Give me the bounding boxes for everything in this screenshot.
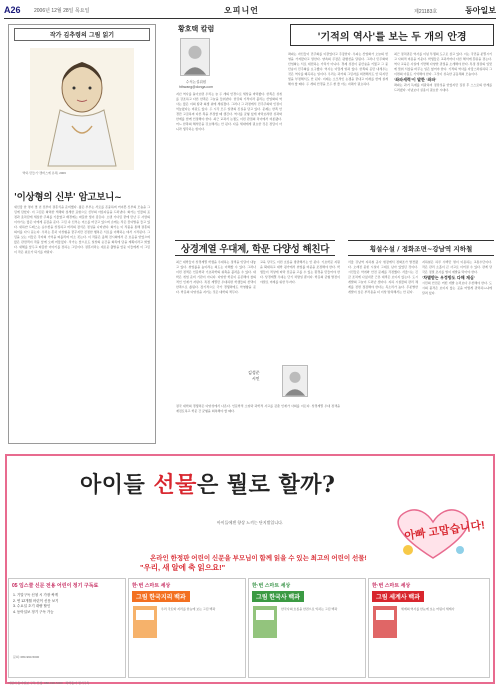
list-item: 2. 연 12개월 어린이 신문 보기 (13, 598, 59, 603)
contributor-role: 시인 (251, 376, 260, 381)
page-header (4, 3, 496, 19)
newspaper-logo: 동아일보 (465, 6, 496, 15)
ad-title-part2: 은 뭘로 할까? (196, 472, 336, 498)
column-text-far-right: 최근 정치권은 역사를 이념 투쟁의 도구로 삼고 있다. 이는 국민을 분열시키고 사회적 비용을 키운다. 학생들은 교과서마다 다른 해석에 혼란을 겪는다. 역사 교육은 사실에 기반해 다양한 관점을 소개해야 한다. 특정 정권의 입맛에 맞춰 서술을 바꾸는 일은 없어야 한다. 기적의 역사를 자랑스러워하되 그 이면의 아픔도 기억해야 한다. 그것이 성숙한 공동체의 모습이다. '좌파세력'이 말한 '좌파' 좌파는 과거 독재를 비판하며 정당성을 얻었지만 집권 후 스스로의 한계를 드러냈다. 이념보다 실용이 필요한 시대다. (394, 52, 492, 92)
book-cover-image (373, 606, 397, 638)
book-panel-title: 한·번 스마트 세상 (252, 583, 291, 589)
author-byline (176, 80, 216, 89)
opinion-text-right: 교육 당국도 이런 흐름을 방관해서는 안 된다. 기초학문 지원을 확대하고 대학 평가에서 취업률 비중을 조정해야 한다. 학생들이 적성에 따라 전공을 고를 수 있는 환경을 만들어야 한다. 상경계열 우대는 단기 처방일 뿐이다. 학문의 균형 발전이야말로 미래를 위한 투자다. (260, 260, 340, 284)
art-column-title: 작가 김추령의 그림 읽기 (14, 28, 150, 41)
ad-bottom-info: 어린이 동아일보 구독 신청: 080-990-5000 · 과학동아 정기구독 (8, 681, 90, 685)
section-title: 오피니언 (224, 6, 259, 15)
contributor-photo (282, 365, 308, 397)
author-role: 수석논설위원 (185, 80, 207, 84)
list-item: 1. 기말구독 신청 시 가장 싸게 (13, 593, 58, 597)
column-subhead: '좌파세력'이 말한 '좌파' (394, 77, 437, 82)
page-number: A26 (4, 5, 21, 15)
ad-tagline: "우리, 새 알에 축 읽으요!" (140, 563, 226, 572)
ad-title-gift: 선물 (153, 472, 197, 498)
ad-slogan: 온라인 한정판 어린이 신문을 부모님이 함께 읽을 수 있는 최고의 어린이 선물! (150, 555, 367, 562)
opinion-text-left: 최근 대학들이 상경계열 학생을 우대하는 정책을 잇달아 내놓고 있다. 취업률을 높이려는 의도는 이해할 수 있다. 그러나 이런 정책은 인문학과 기초과학의 위축을 불러올 수 있다. 대학은 취업 준비 기관이 아니다. 다양한 학문이 공존해야 창의적인 인재가 자란다. 특정 계열만 우대하면 학생들의 선택이 한쪽으로 쏠린다. 장기적으로 국가 경쟁력에도 악영향을 준다. 학문의 다양성을 지키는 것은 대학의 책무다. (176, 260, 256, 294)
contributor-byline (248, 370, 260, 382)
book-title-chip: 그림 세계사 백과 (372, 591, 424, 602)
book-description: 세계의 역사를 한눈에 보는 어린이 세계사 (401, 607, 455, 611)
column-headline: '기적의 역사'를 보는 두 개의 안경 (290, 24, 494, 46)
subscription-list (13, 593, 123, 615)
book-cover-image (133, 606, 157, 638)
list-item: 3. 수요일 초기 대량 할인 (13, 604, 51, 608)
subscription-panel-title: 05 임스쿨 신문 전용 어린이 정기 구독료 (12, 583, 99, 589)
book-panel[interactable] (368, 578, 490, 678)
subscription-panel[interactable] (8, 578, 126, 678)
painting-illustration (30, 48, 134, 170)
ad-title-part1: 아이들 (80, 472, 154, 498)
painting-credit: '박하 만들기' 캔버스에 유채, 2006 (22, 171, 66, 175)
column-text-right: 좌파는 자신들이 민주화를 이끌었다고 주장한다. 우파는 산업화가 오늘의 번영을 가져왔다고 말한다. 양측의 주장은 평행선을 달린다. 그러나 민주화와 산업화는 서로 대립하는 가치가 아니다. 경제 성장이 중산층을 키웠고 그 중산층이 민주화를 요구했다. 역사는 이렇게 얽혀 있다. 한쪽의 공만 내세우는 것은 역사를 왜곡하는 일이다. 우리는 과거의 그림자를 외면해서도 안 되지만 빛을 부정해서도 안 된다. 이제는 소모적인 논쟁을 끝내고 미래를 함께 설계해야 할 때다. 두 개의 안경을 모두 쓸 줄 아는 지혜가 필요하다. (288, 52, 388, 86)
book-cover-image (253, 606, 277, 638)
ad-headline (80, 468, 335, 499)
opinion-headline: 상경계열 우대제, 학문 다양성 해친다 (175, 240, 335, 256)
subscription-contact: 문의: 080-990-5000 (13, 655, 40, 659)
right-column-subhead: '차별받는 우정방도 다해 재심' (422, 275, 475, 280)
book-description: 한국사의 흐름을 한권으로 익히는 그림 백과 (281, 607, 338, 611)
art-column-text: 새신랑 한 명이 몇 년 전부터 결혼식을 준비했다. 젊은 부부는 서로를 존중하며 어여쁜 신부의 모습을 그림에 담았다. 이 그림은 화려한 색채와 섬세한 표현으로 신부의 아름다움을 드러낸다. 화가는 인물의 표정과 옷차림에 세심한 주의를 기울였고 배경에는 따뜻한 빛이 감돈다. 오랜 기다림 끝에 만난 두 사람의 이야기는 많은 이에게 공감을 준다. 그림 속 신부는 미소를 머금고 있으며 손에는 작은 꽃다발을 들고 있다. 새하얀 드레스는 순수함을 상징하고 머리의 장식은 정성을 나타낸다. 화가는 이 작품을 통해 결혼의 의미를 다시 묻는다. 우리는 흔히 이상형을 꿈꾸지만 진정한 행복은 서로를 이해하는 데서 시작된다. 그림을 보는 이들은 각자의 기억을 떠올리며 미소 짓는다. 이 작품은 올해 전시회에서 큰 호응을 얻었으며 많은 관람객이 작품 앞에 오래 머물렀다. 작가는 앞으로도 일상의 순간을 화폭에 담을 계획이라고 밝혔다. 새해를 앞두고 따뜻한 이야기를 전하는 그림이다. 결혼이라는 새로운 출발을 앞둔 이들에게 이 그림이 작은 위로가 되기를 바란다. (14, 205, 150, 254)
author-email[interactable]: hthwang@donga.com (178, 85, 214, 89)
list-item: 4. 동아일보 정기 구독 가능 (13, 609, 54, 614)
issue-number: 제21183호 (414, 9, 438, 15)
book-title-chip: 그림 한국사 백과 (252, 591, 304, 602)
right-column-text-left: 서울 강남역 지하철 공사 현장에서 정화조가 발견됐다. 오래전 묻힌 시설이 그대로 남아 있었던 것이다. 시민들은 악취와 안전 문제를 걱정했다. 서울시는 긴급 조치에 나섰지만 근본 대책은 보이지 않는다. 도시 개발의 그늘이 드러난 셈이다. 지하 시설물의 관리 체계를 전면 점검해야 한다는 목소리가 높다. 무분별한 개발이 낳은 부작용을 더 이상 방치해서는 안 된다. (348, 260, 418, 294)
right-column-text-right: 지하철은 하루 수백만 명이 이용하는 교통수단이다. 작은 관리 소홀이 큰 사고로 이어질 수 있다. 관계 당국은 정밀 조사를 벌여 재발을 막아야 한다. '차별받는 우정방도 다해 재심' 시민의 안전은 어떤 개발 논리보다 우선해야 한다. 도시의 품격은 보이지 않는 곳을 어떻게 관리하느냐에 달려 있다. (422, 260, 492, 295)
ad-subtitle: 아이들에겐 향상 느끼는 단지별입니다. (216, 520, 284, 525)
book-title-chip: 그림 한국지리 백과 (132, 591, 190, 602)
ad-badge-text: 아빠 고맙습니다! (403, 519, 486, 543)
author-portrait (180, 38, 210, 76)
right-column-title: 횡설수설 / 정화조면~강남역 지하철 (348, 240, 494, 256)
contributor-name: 김성준 (248, 370, 260, 375)
book-panel[interactable] (248, 578, 366, 678)
column-text-left: 지난 역사를 돌아보면 우리는 늘 두 개의 안경으로 세상을 바라봤다. 한쪽은 성취를 강조하고 다른 한쪽은 그늘을 들춰낸다. 한강의 기적이라 불리는 산업화의 역사는 많은 이의 땀과 희생 위에 세워졌다. 그러나 그 과정에서 민주주의와 인권이 억눌렸다는 비판도 있다. 두 시각 모두 일면의 진실을 담고 있다. 문제는 한쪽 안경만 고집하며 다른 쪽을 부정할 때 생긴다. 역사를 균형 있게 바라보려면 성과와 한계를 함께 인정해야 한다. 최근 교과서 논쟁도 이런 관점의 차이에서 비롯됐다. 어느 한쪽의 해석만을 강요해서는 안 된다. 다음 세대에게 필요한 것은 정답이 아니라 생각하는 힘이다. (176, 92, 282, 131)
issue-date: 2006년 12월 28일 목요일 (34, 8, 90, 14)
book-panel-title: 한·번 스마트 세상 (372, 583, 411, 589)
opinion-text-bottom: 결국 대학의 경쟁력은 다양성에서 나온다. 인문학적 소양과 과학적 사고를 갖춘 인재가 사회를 이끈다. 상경계열 우대 정책을 재검토하고 학문 간 균형을 회복해야 할 때다. (176, 404, 340, 413)
book-panel[interactable] (128, 578, 246, 678)
book-panel-title: 한·번 스마트 세상 (132, 583, 171, 589)
book-description: 우리 국토와 지리를 한눈에 보는 그림 백과 (161, 607, 216, 611)
column-title: 황호택 칼럼 (178, 24, 215, 33)
art-column-headline: '이상형의 신부' 암고보니~ (14, 192, 122, 203)
